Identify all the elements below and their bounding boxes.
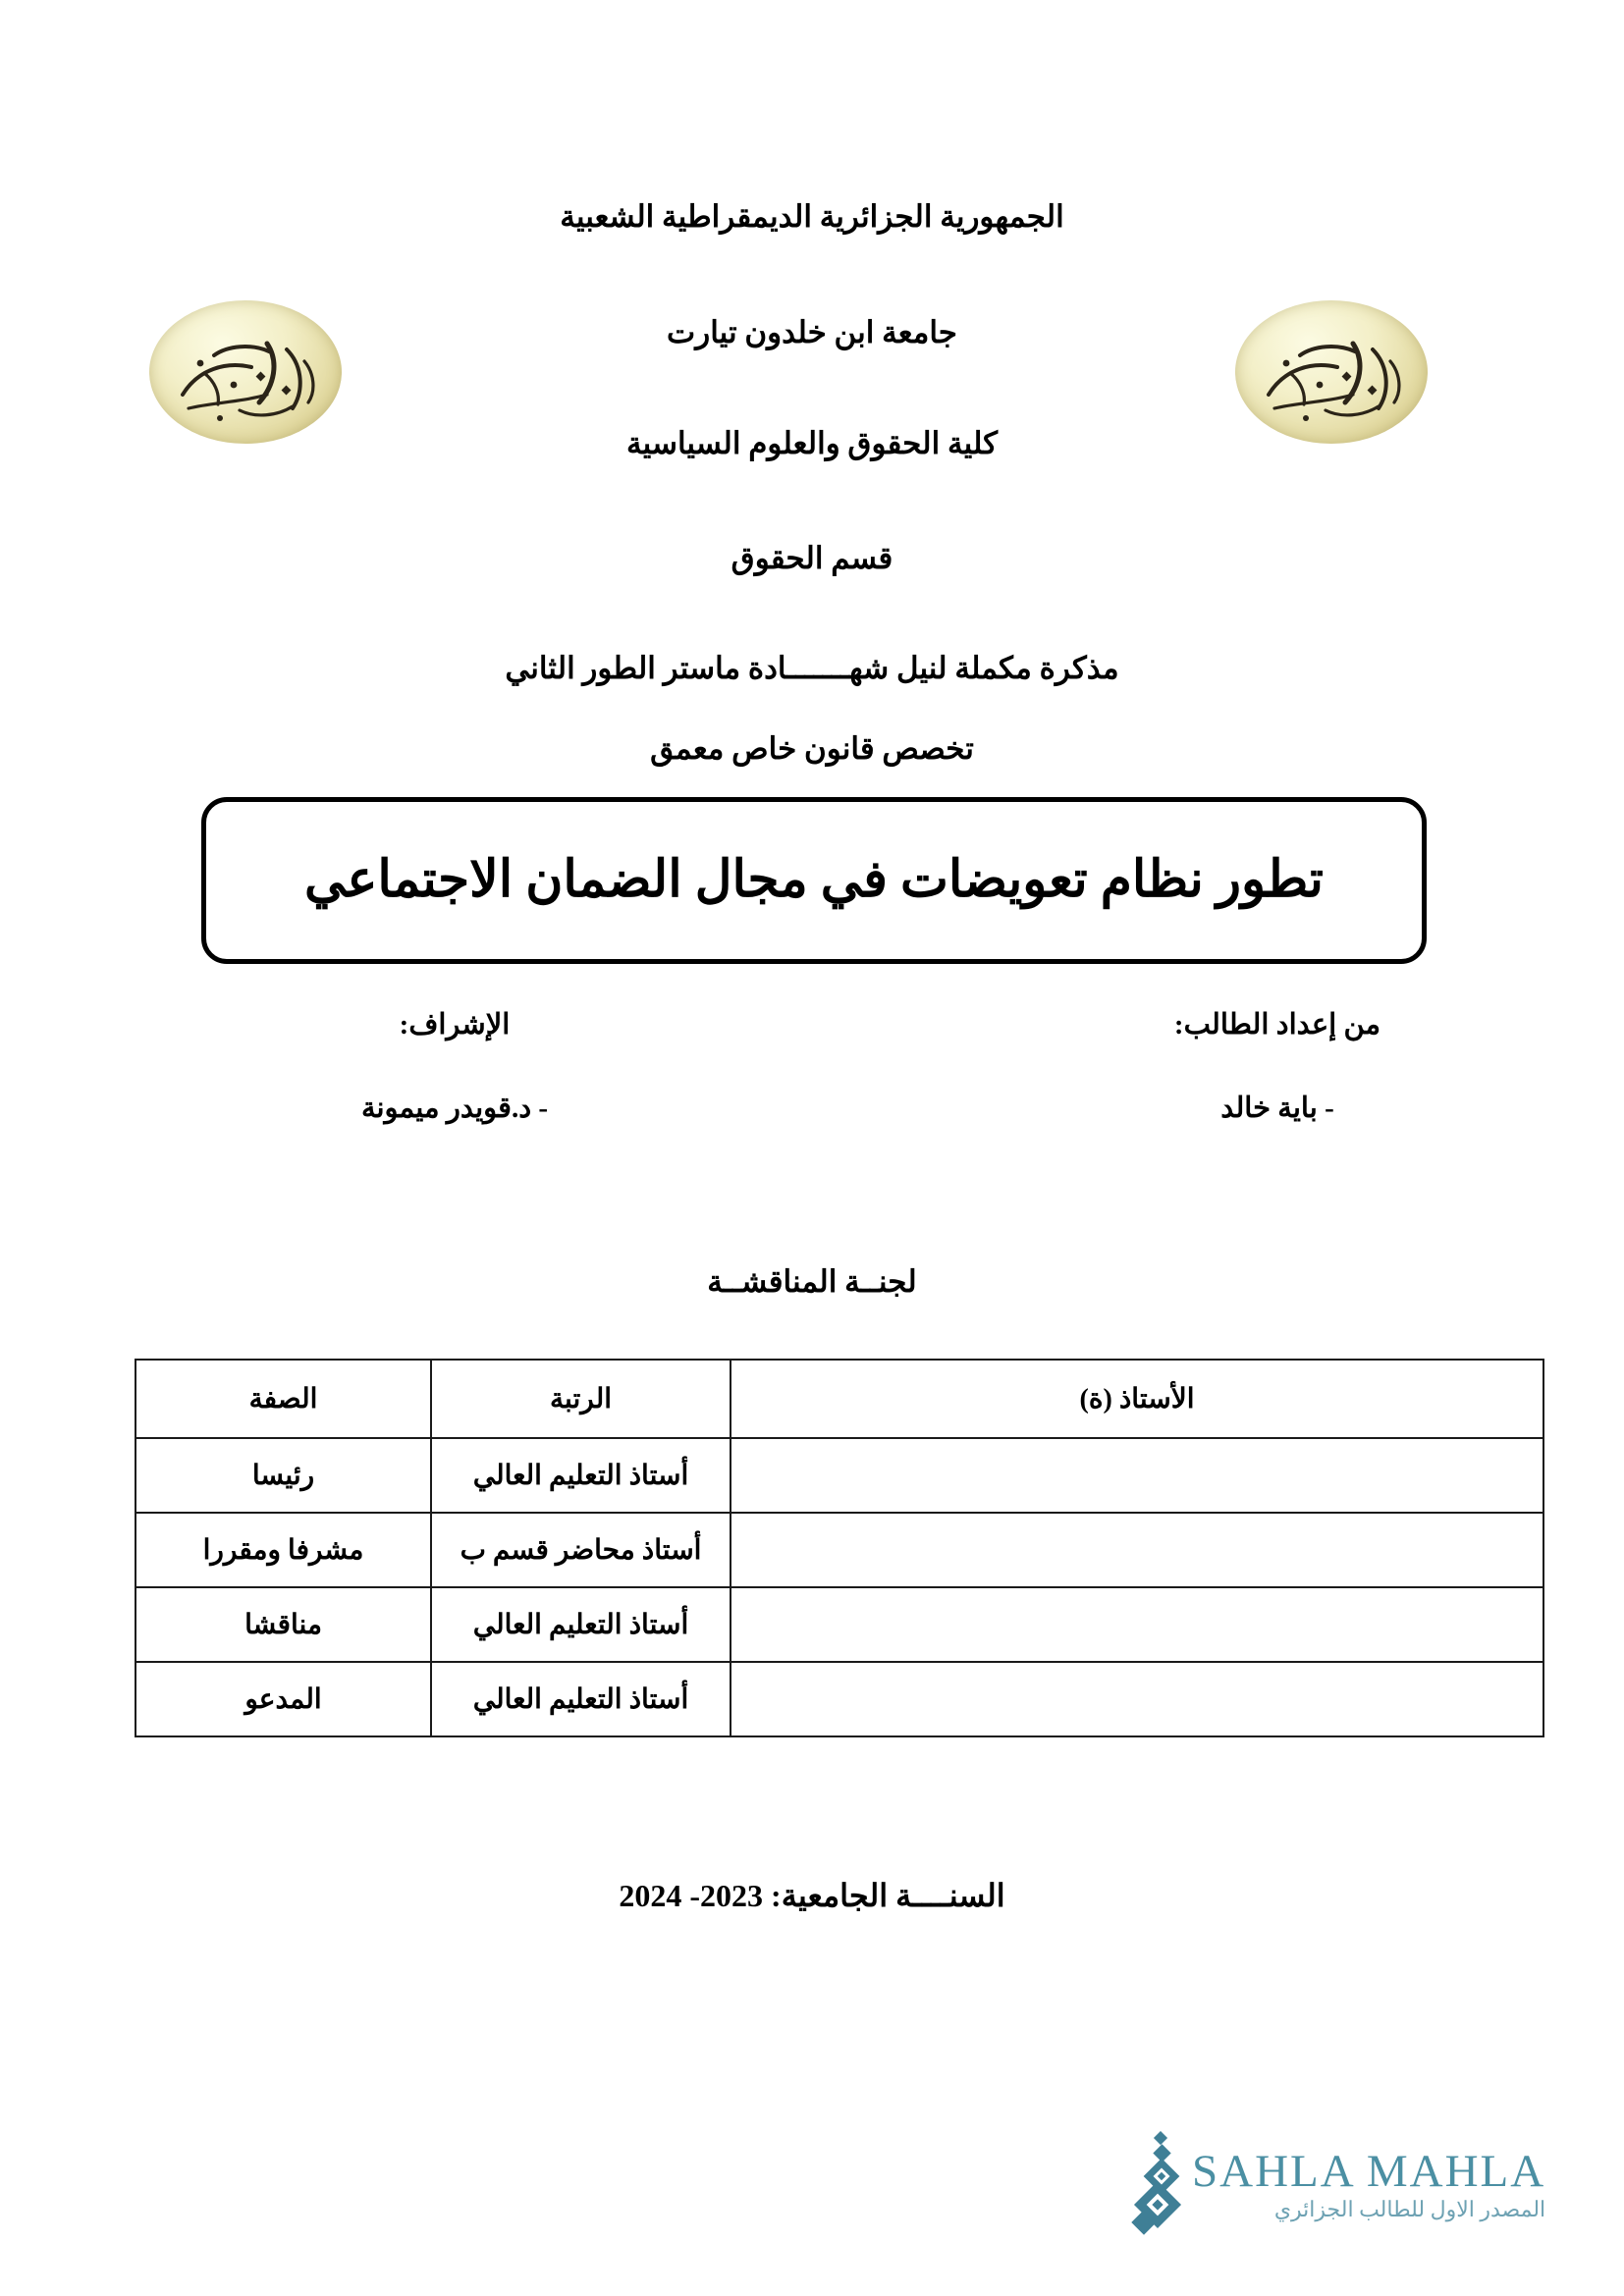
supervisor-label: الإشراف: bbox=[399, 1009, 511, 1041]
cell-professor bbox=[731, 1587, 1543, 1662]
column-header-role: الصفة bbox=[135, 1360, 431, 1438]
university-line: جامعة ابن خلدون تيارت bbox=[667, 315, 957, 349]
committee-heading: لجنــة المناقشــة bbox=[707, 1264, 917, 1299]
table-row bbox=[135, 1587, 1543, 1662]
supervisor-block bbox=[293, 1011, 617, 1123]
cell-rank: أستاذ التعليم العالي bbox=[431, 1662, 731, 1736]
cell-role: مشرفا ومقررا bbox=[135, 1513, 431, 1587]
cell-role: رئيسا bbox=[135, 1438, 431, 1513]
thesis-title: تطور نظام تعويضات في مجال الضمان الاجتماعي bbox=[304, 851, 1324, 908]
cell-rank: أستاذ محاضر قسم ب bbox=[431, 1513, 731, 1587]
column-header-rank: الرتبة bbox=[431, 1360, 731, 1438]
republic-line: الجمهورية الجزائرية الديمقراطية الشعبية bbox=[560, 199, 1064, 234]
student-name: - باية خالد bbox=[1220, 1093, 1334, 1124]
table-row bbox=[135, 1438, 1543, 1513]
degree-statement-line: مذكرة مكملة لنيل شهـــــــادة ماستر الطور الثاني bbox=[505, 651, 1119, 685]
watermark-text bbox=[1192, 2145, 1546, 2222]
table-header-row bbox=[135, 1360, 1543, 1438]
sahla-mahla-watermark bbox=[1129, 2120, 1581, 2248]
cell-rank: أستاذ التعليم العالي bbox=[431, 1587, 731, 1662]
cell-role: مناقشا bbox=[135, 1587, 431, 1662]
column-header-professor: الأستاذ (ة) bbox=[731, 1360, 1543, 1438]
supervisor-name: - د.قويدر ميمونة bbox=[360, 1093, 549, 1124]
watermark-brand: SAHLA MAHLA bbox=[1192, 2145, 1546, 2197]
student-label: من إعداد الطالب: bbox=[1173, 1009, 1381, 1041]
authorship-section bbox=[0, 1011, 1624, 1168]
cell-rank: أستاذ التعليم العالي bbox=[431, 1438, 731, 1513]
academic-year-line: السنــــة الجامعية: 2023- 2024 bbox=[619, 1878, 1005, 1913]
table-row bbox=[135, 1513, 1543, 1587]
table-row bbox=[135, 1662, 1543, 1736]
watermark-tagline: المصدر الاول للطالب الجزائري bbox=[1273, 2197, 1546, 2222]
cell-professor bbox=[731, 1662, 1543, 1736]
specialization-line: تخصص قانون خاص معمق bbox=[650, 731, 974, 766]
student-block bbox=[1115, 1011, 1439, 1123]
sahla-mahla-diamond-emblem bbox=[1129, 2131, 1192, 2237]
department-line: قسم الحقوق bbox=[731, 541, 893, 575]
jury-table bbox=[135, 1359, 1544, 1737]
cell-professor bbox=[731, 1513, 1543, 1587]
cell-professor bbox=[731, 1438, 1543, 1513]
faculty-line: كلية الحقوق والعلوم السياسية bbox=[626, 426, 998, 460]
cell-role: المدعو bbox=[135, 1662, 431, 1736]
thesis-title-box bbox=[201, 797, 1427, 964]
